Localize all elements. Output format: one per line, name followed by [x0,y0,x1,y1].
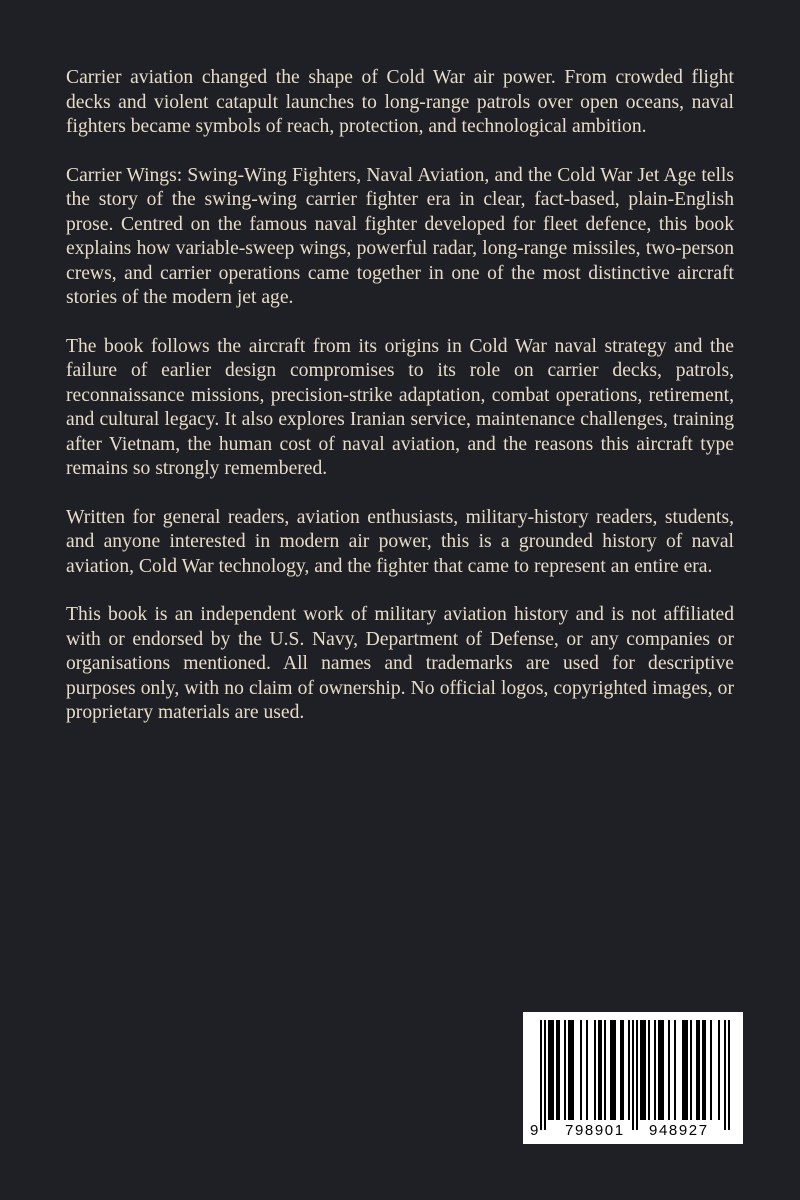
barcode-bar [604,1020,606,1120]
barcode-right-group: 948927 [649,1122,709,1139]
barcode-bar [598,1020,602,1120]
isbn-barcode [523,1012,743,1144]
barcode-guard-bar [636,1020,638,1130]
barcode-number [523,1122,743,1142]
barcode-guard-bar [544,1020,546,1130]
barcode-bar [586,1020,588,1120]
barcode-bar [690,1020,692,1120]
barcode-bar [648,1020,650,1120]
barcode-bar [696,1020,700,1120]
barcode-guard-bar [632,1020,634,1130]
barcode-bar [594,1020,596,1120]
blurb [66,66,734,750]
barcode-bar [610,1020,616,1120]
barcode-lead-digit: 9 [530,1122,539,1139]
barcode-bar [682,1020,688,1120]
barcode-bar [668,1020,670,1120]
barcode-bar [556,1020,560,1120]
barcode-bar [640,1020,646,1120]
blurb-paragraph-intro: Carrier aviation changed the shape of Cold War air power. From crowded flight decks and violent catapult launches to long-range patrols over open oceans, naval fighters became symbols of reach, protection, and technological ambition. [66,67,734,137]
blurb-paragraph-disclaimer: This book is an independent work of military aviation history and is not affiliated with or endorsed by the U.S. Navy, Department of Defense, or any companies or organisations mentioned. All names and trademarks are used for descriptive purposes only, with no claim of ownership. No official logos, copyrighted images, or proprietary materials are used. [66,604,734,723]
barcode-bar [564,1020,566,1120]
blurb-paragraph-audience: Written for general readers, aviation enthusiasts, military-history readers, students, and anyone interested in modern air power, this is a grounded history of naval aviation, Cold War technology, and the fighter that came to represent an entire era. [66,506,734,577]
barcode-guard-bar [728,1020,730,1130]
barcode-guard-bar [540,1020,542,1130]
barcode-bar [710,1020,712,1120]
barcode-bar [658,1020,664,1120]
barcode-left-group: 798901 [565,1122,625,1139]
barcode-bar [702,1020,706,1120]
barcode-guard-bar [724,1020,726,1130]
barcode-bar [674,1020,676,1120]
blurb-paragraph-summary: Carrier Wings: Swing-Wing Fighters, Naval Aviation, and the Cold War Jet Age tells the story of the swing-wing carrier fighter era in clear, fact-based, plain-English prose. Centred on the famous naval fighter developed for fleet defence, this book explains how variable-sweep wings, powerful radar, long-range missiles, two-person crews, and carrier operations came together in one of the most distinctive aircraft stories of the modern jet age. [66,164,734,308]
barcode-bar [718,1020,720,1120]
barcode-bar [620,1020,624,1120]
barcode-bar [548,1020,554,1120]
barcode-bar [580,1020,582,1120]
barcode-bar [654,1020,656,1120]
blurb-paragraph-contents: The book follows the aircraft from its origins in Cold War naval strategy and the failure of earlier design compromises to its role on carrier decks, patrols, reconnaissance missions, precision-strike adaptation, combat operations, retirement, and cultural legacy. It also explores Iranian service, maintenance challenges, training after Vietnam, the human cost of naval aviation, and the reasons this aircraft type remains so strongly remembered. [66,335,734,479]
barcode-bar [568,1020,574,1120]
barcode-bar [628,1020,630,1120]
